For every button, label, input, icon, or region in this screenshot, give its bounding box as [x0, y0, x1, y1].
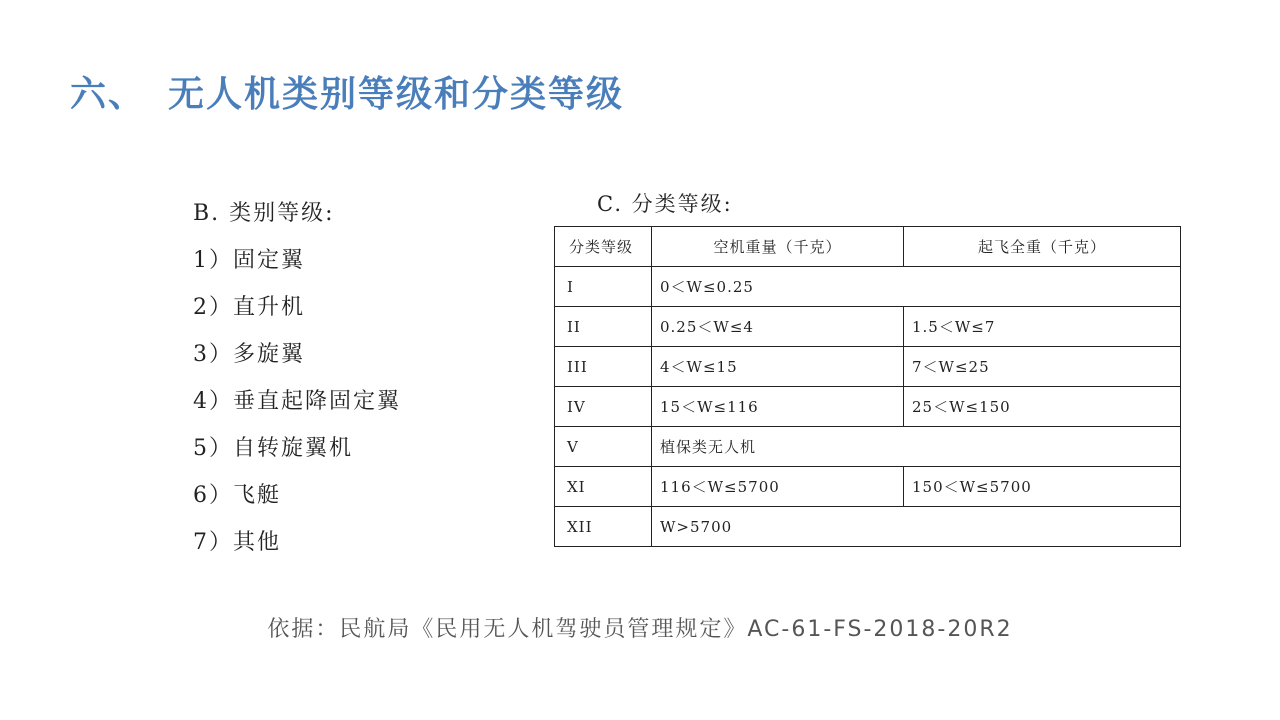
- empty-weight-cell: 116＜W≤5700: [652, 467, 904, 507]
- takeoff-weight-cell: 1.5＜W≤7: [904, 307, 1181, 347]
- class-table: [554, 226, 1181, 547]
- header-empty-weight: 空机重量（千克）: [652, 227, 904, 267]
- level-cell: I: [555, 267, 652, 307]
- category-item-fixed-wing: 1）固定翼: [193, 248, 305, 273]
- title-number: 六、: [70, 74, 147, 115]
- table-row: [555, 347, 1181, 387]
- category-item-helicopter: 2）直升机: [193, 295, 305, 320]
- header-takeoff-weight: 起飞全重（千克）: [904, 227, 1181, 267]
- empty-weight-cell: 0.25＜W≤4: [652, 307, 904, 347]
- takeoff-weight-cell: 25＜W≤150: [904, 387, 1181, 427]
- level-cell: IV: [555, 387, 652, 427]
- weight-cell: W>5700: [652, 507, 1181, 547]
- takeoff-weight-cell: 7＜W≤25: [904, 347, 1181, 387]
- table-header-row: [555, 227, 1181, 267]
- level-cell: II: [555, 307, 652, 347]
- slide-title: [70, 66, 624, 117]
- level-cell: V: [555, 427, 652, 467]
- level-cell: III: [555, 347, 652, 387]
- table-row: [555, 307, 1181, 347]
- level-cell: XII: [555, 507, 652, 547]
- table-row: [555, 387, 1181, 427]
- level-cell: XI: [555, 467, 652, 507]
- table-row: [555, 507, 1181, 547]
- class-heading: C. 分类等级:: [597, 192, 733, 216]
- weight-cell: 0＜W≤0.25: [652, 267, 1181, 307]
- table-row: [555, 467, 1181, 507]
- category-item-multirotor: 3）多旋翼: [193, 342, 305, 367]
- title-text: 无人机类别等级和分类等级: [168, 74, 625, 115]
- table-row: [555, 427, 1181, 467]
- category-item-airship: 6）飞艇: [193, 483, 281, 508]
- empty-weight-cell: 4＜W≤15: [652, 347, 904, 387]
- weight-cell: 植保类无人机: [652, 427, 1181, 467]
- category-item-vtol-fixed-wing: 4）垂直起降固定翼: [193, 389, 401, 414]
- category-heading: B. 类别等级:: [193, 201, 335, 226]
- category-item-autogyro: 5）自转旋翼机: [193, 436, 353, 461]
- table-row: [555, 267, 1181, 307]
- header-level: 分类等级: [555, 227, 652, 267]
- category-item-other: 7）其他: [193, 530, 281, 555]
- takeoff-weight-cell: 150＜W≤5700: [904, 467, 1181, 507]
- source-note: 依据：民航局《民用无人机驾驶员管理规定》AC-61-FS-2018-20R2: [267, 617, 1013, 642]
- category-list: [193, 197, 401, 573]
- empty-weight-cell: 15＜W≤116: [652, 387, 904, 427]
